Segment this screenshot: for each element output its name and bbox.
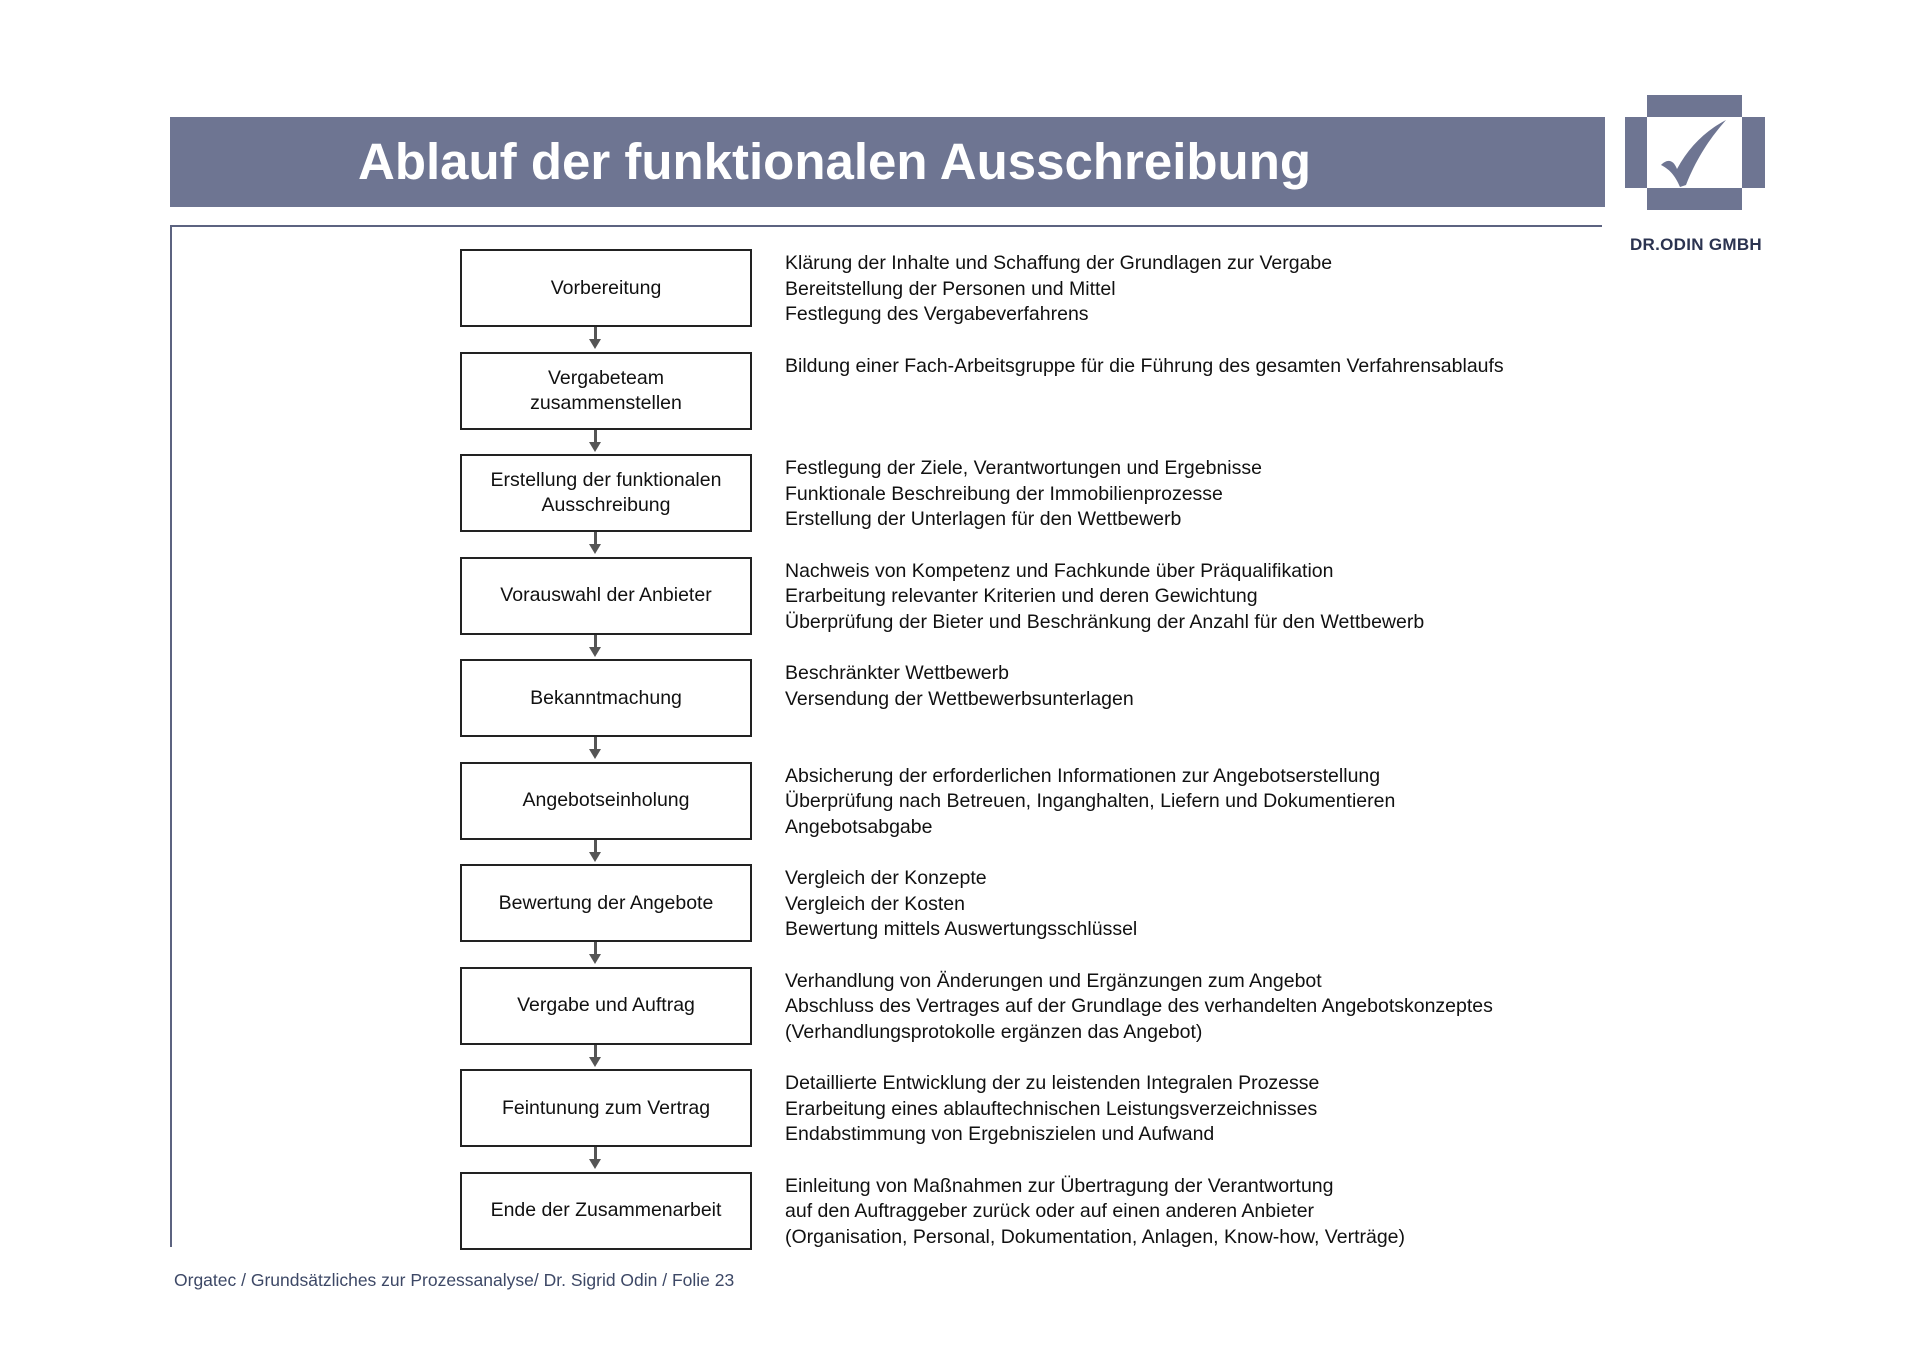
description-line: Bewertung mittels Auswertungsschlüssel — [785, 918, 1138, 941]
process-step — [460, 1172, 752, 1250]
description-line: Bildung einer Fach-Arbeitsgruppe für die Führung des gesamten Verfahrensablaufs — [785, 354, 1504, 377]
step-description — [785, 661, 1134, 712]
process-step — [460, 1069, 752, 1147]
step-description — [785, 251, 1332, 328]
process-step — [460, 762, 752, 840]
step-label: Ende der Zusammenarbeit — [490, 1199, 722, 1221]
step-description — [785, 866, 1137, 943]
step-description — [785, 1071, 1319, 1148]
step-description — [785, 764, 1395, 841]
description-line: Absicherung der erforderlichen Informationen zur Angebotserstellung — [785, 764, 1381, 787]
step-label: Angebotseinholung — [522, 789, 690, 811]
step-description — [785, 1174, 1405, 1251]
step-label: Vorauswahl der Anbieter — [500, 584, 712, 606]
frame-divider — [170, 225, 1602, 227]
description-line: Erarbeitung eines ablauftechnischen Leistungsverzeichnisses — [785, 1097, 1318, 1120]
description-line: Funktionale Beschreibung der Immobilienprozesse — [785, 482, 1223, 505]
description-line: Nachweis von Kompetenz und Fachkunde über Präqualifikation — [785, 559, 1334, 582]
step-description — [785, 969, 1493, 1046]
company-name: DR.ODIN GMBH — [1629, 235, 1763, 254]
step-label: Vorbereitung — [550, 276, 662, 299]
description-line: (Organisation, Personal, Dokumentation, Anlagen, Know-how, Verträge) — [785, 1225, 1406, 1248]
step-description — [785, 354, 1504, 380]
process-step — [460, 659, 752, 737]
description-line: Erstellung der Unterlagen für den Wettbewerb — [785, 508, 1182, 531]
process-step — [460, 967, 752, 1045]
step-label: Erstellung der funktionalen Ausschreibung — [490, 469, 722, 516]
description-line: Detaillierte Entwicklung der zu leistenden Integralen Prozesse — [785, 1072, 1320, 1094]
description-line: (Verhandlungsprotokolle ergänzen das Angebot) — [785, 1020, 1203, 1043]
description-line: Abschluss des Vertrages auf der Grundlage des verhandelten Angebotskonzeptes — [785, 995, 1493, 1018]
step-label: Feintunung zum Vertrag — [501, 1096, 711, 1119]
description-line: Festlegung der Ziele, Verantwortungen und Ergebnisse — [785, 457, 1262, 479]
description-line: Festlegung des Vergabeverfahrens — [785, 303, 1089, 326]
description-line: Vergleich der Konzepte — [785, 867, 987, 889]
description-line: Angebotsabgabe — [785, 815, 933, 838]
description-line: Einleitung von Maßnahmen zur Übertragung der Verantwortung — [785, 1174, 1334, 1197]
description-line: Verhandlung von Änderungen und Ergänzungen zum Angebot — [785, 969, 1322, 992]
step-label: Vergabe und Auftrag — [517, 994, 695, 1016]
description-line: Klärung der Inhalte und Schaffung der Grundlagen zur Vergabe — [785, 252, 1333, 274]
checkmark-icon — [1647, 117, 1742, 188]
description-line: Überprüfung der Bieter und Beschränkung der Anzahl für den Wettbewerb — [785, 610, 1425, 633]
description-line: Beschränkter Wettbewerb — [785, 662, 1009, 684]
footer-text: Orgatec / Grundsätzliches zur Prozessanalyse/ Dr. Sigrid Odin / Folie 23 — [174, 1270, 735, 1290]
description-line: Bereitstellung der Personen und Mittel — [785, 277, 1116, 300]
description-line: Versendung der Wettbewerbsunterlagen — [785, 687, 1134, 710]
description-line: auf den Auftraggeber zurück oder auf einen anderen Anbieter — [785, 1200, 1315, 1223]
step-description — [785, 559, 1424, 636]
process-step — [460, 249, 752, 327]
description-line: Vergleich der Kosten — [785, 892, 965, 915]
step-label: Bekanntmachung — [530, 686, 682, 709]
step-label: Bewertung der Angebote — [498, 891, 714, 914]
slide-title: Ablauf der funktionalen Ausschreibung — [358, 133, 1312, 190]
step-description — [785, 456, 1262, 533]
description-line: Überprüfung nach Betreuen, Inganghalten, Liefern und Dokumentieren — [785, 790, 1396, 813]
description-line: Endabstimmung von Ergebniszielen und Aufwand — [785, 1123, 1215, 1146]
process-step — [460, 864, 752, 942]
process-step — [460, 352, 752, 430]
description-line: Erarbeitung relevanter Kriterien und deren Gewichtung — [785, 585, 1258, 608]
title-bar — [170, 117, 1605, 207]
step-label: Vergabeteam zusammenstellen — [530, 366, 682, 414]
process-step — [460, 454, 752, 532]
process-step — [460, 557, 752, 635]
frame-border — [170, 225, 172, 1247]
company-logo — [1625, 95, 1767, 210]
